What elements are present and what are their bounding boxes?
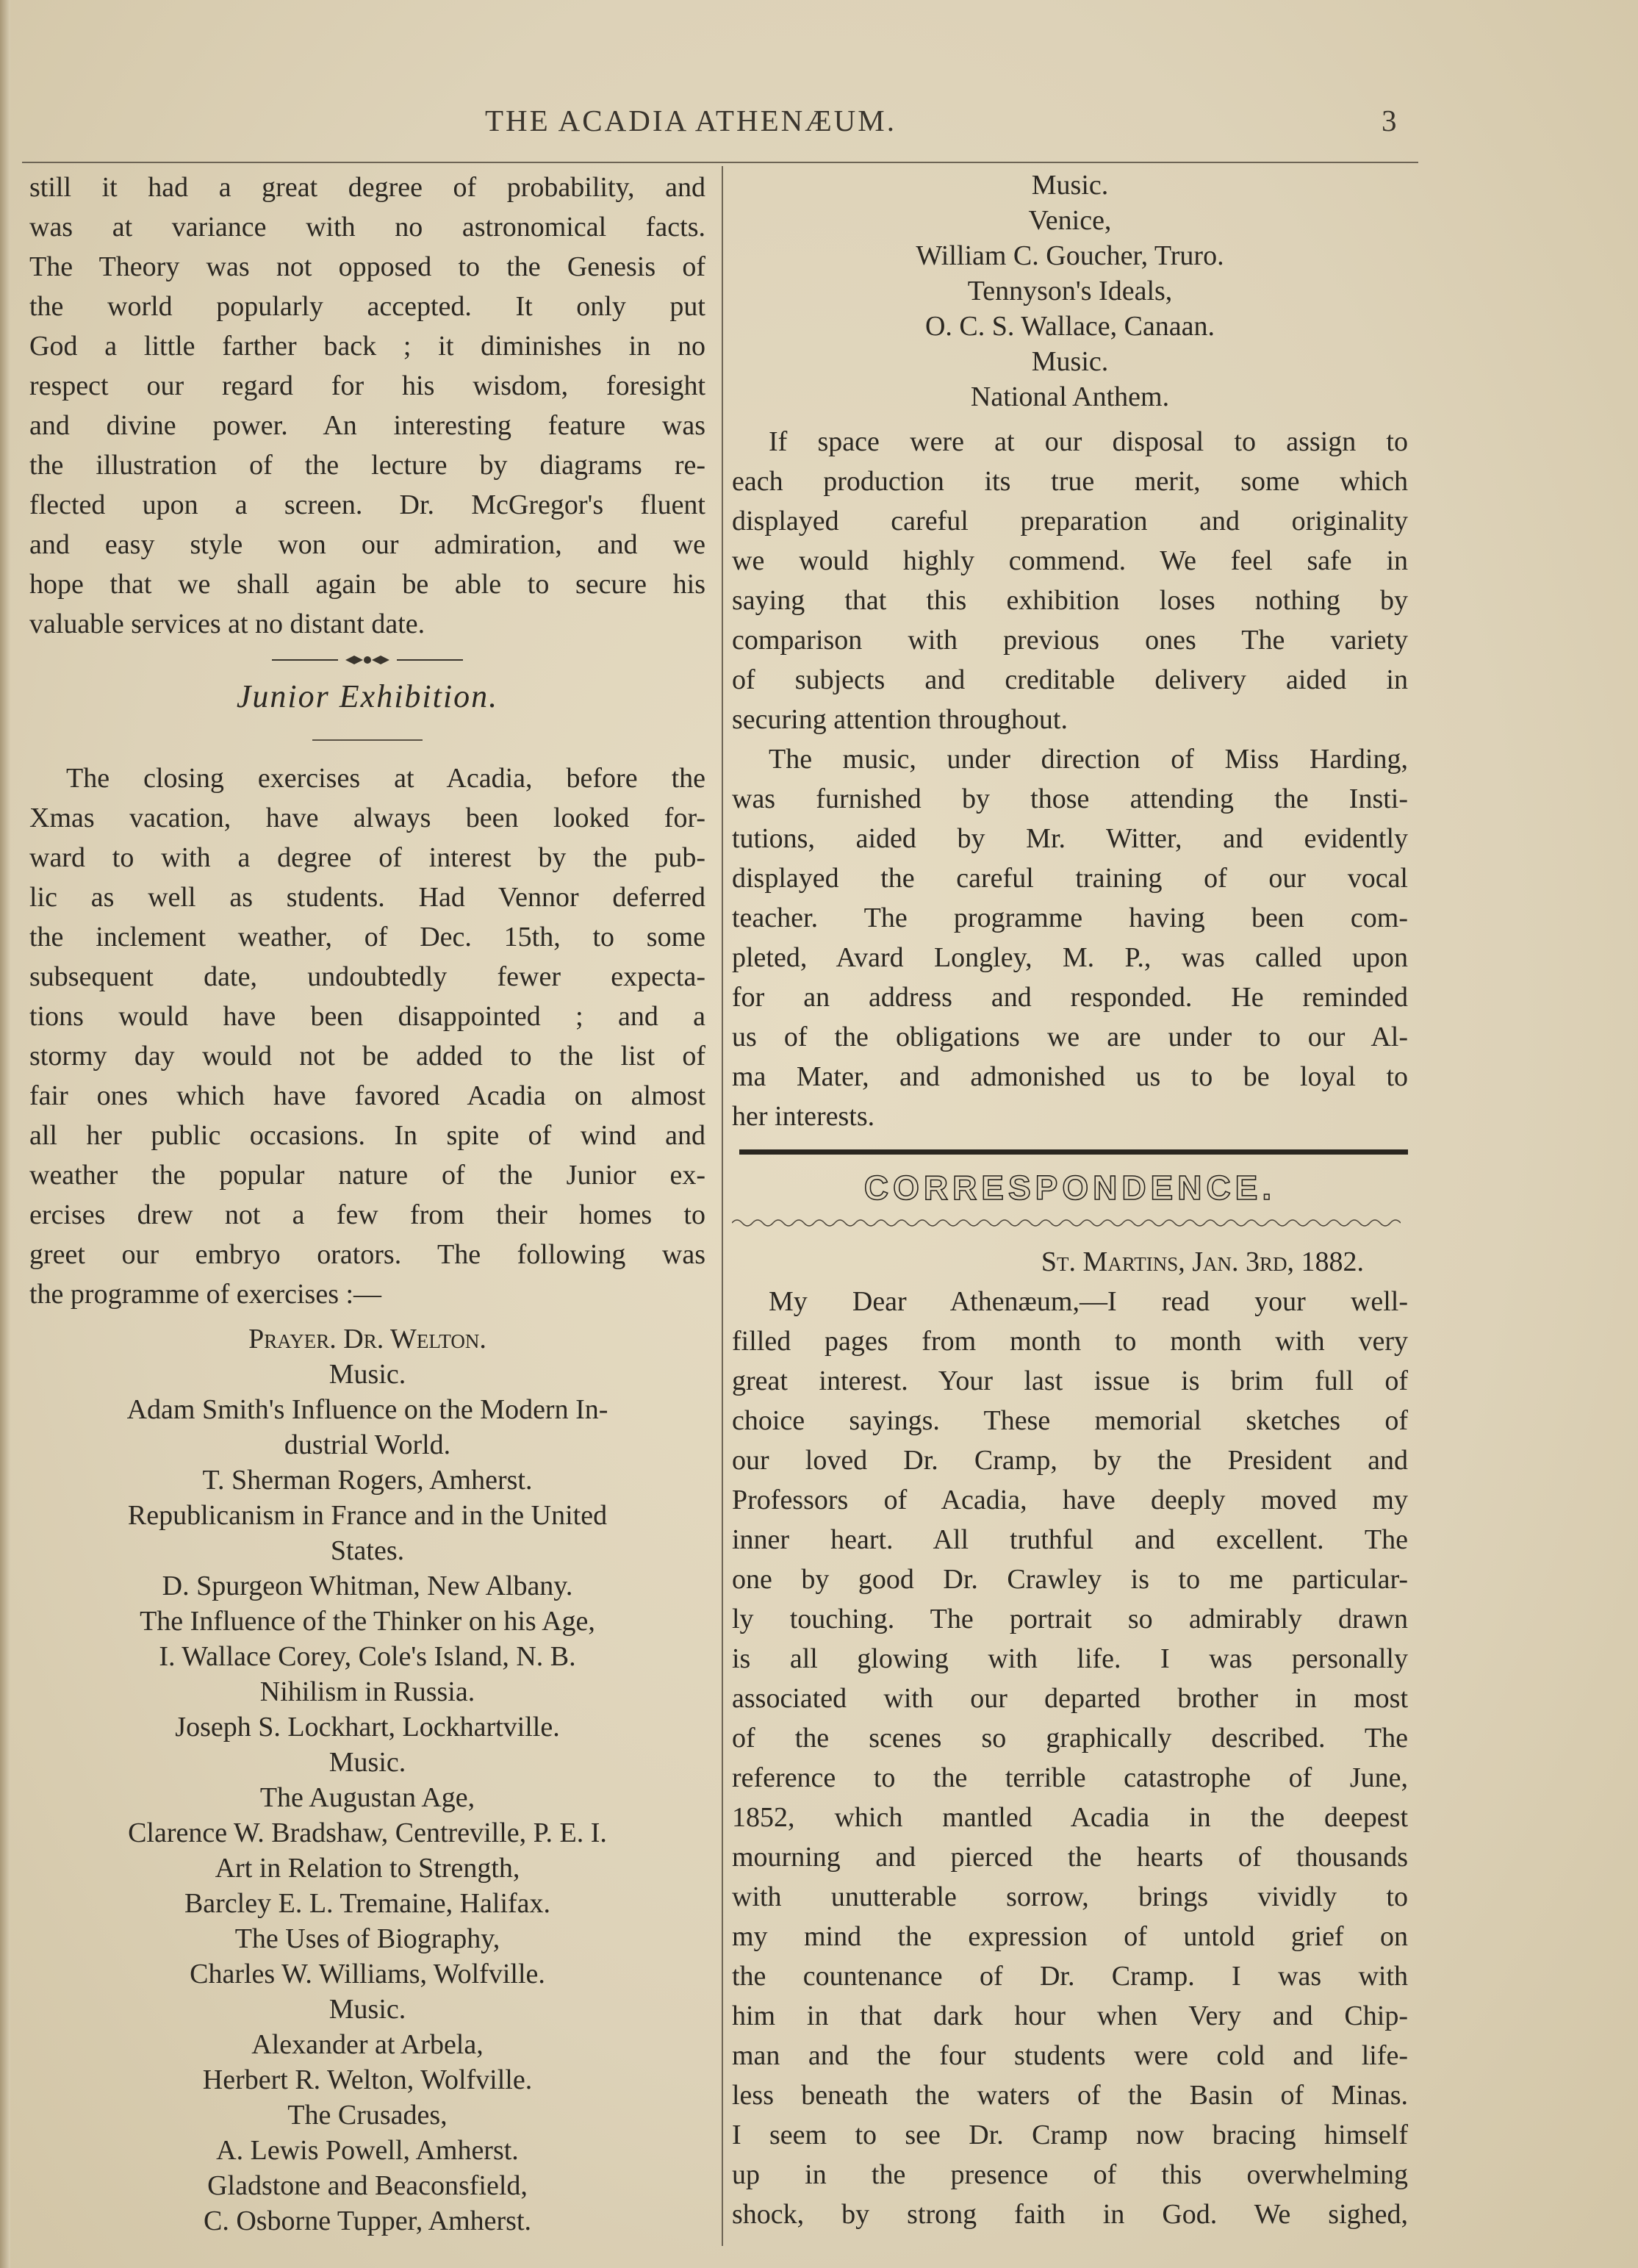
letter-body <box>732 1282 1408 2234</box>
binding-edge <box>0 0 10 2268</box>
programme-item: The Uses of Biography, <box>234 1923 500 1954</box>
text-line: ly touching. The portrait so admirably drawn <box>732 1604 1408 1634</box>
programme-item: Barcley E. L. Tremaine, Halifax. <box>184 1888 551 1919</box>
salutation-line: My Dear Athenæum,—I read your well- <box>769 1286 1408 1317</box>
programme-item: Gladstone and Beaconsfield, <box>207 2170 528 2201</box>
text-line: flected upon a screen. Dr. McGregor's fluent <box>29 489 705 520</box>
programme-item: D. Spurgeon Whitman, New Albany. <box>162 1571 573 1601</box>
text-line: I seem to see Dr. Cramp now bracing himself <box>732 2120 1408 2150</box>
programme-item: Clarence W. Bradshaw, Centreville, P. E. I. <box>128 1817 607 1848</box>
text-line: each production its true merit, some which <box>732 466 1408 497</box>
programme-item: Alexander at Arbela, <box>251 2029 484 2060</box>
correspondence-heading: CORRESPONDENCE. <box>863 1169 1276 1207</box>
text-line: God a little farther back ; it diminishes in no <box>29 331 705 362</box>
text-line: my mind the expression of untold grief on <box>732 1921 1408 1952</box>
text-line: reference to the terrible catastrophe of June, <box>732 1762 1408 1793</box>
text-line: was furnished by those attending the Insti- <box>732 783 1408 814</box>
journal-title: THE ACADIA ATHENÆUM. <box>485 104 897 137</box>
programme-item: O. C. S. Wallace, Canaan. <box>924 311 1215 342</box>
programme-item: Venice, <box>1028 205 1112 236</box>
programme-item: William C. Goucher, Truro. <box>916 240 1224 271</box>
text-line: of subjects and creditable delivery aided in <box>732 664 1408 695</box>
programme-item: Music. <box>328 1747 406 1778</box>
text-line: with unutterable sorrow, brings vividly to <box>732 1881 1408 1912</box>
programme-item: Herbert R. Welton, Wolfville. <box>202 2064 533 2095</box>
music-paragraph <box>732 739 1408 1136</box>
text-line: of the scenes so graphically described. The <box>732 1723 1408 1754</box>
running-head <box>0 103 1638 147</box>
text-line: 1852, which mantled Acadia in the deepest <box>732 1802 1408 1833</box>
text-line: greet our embryo orators. The following was <box>29 1239 705 1270</box>
text-line: subsequent date, undoubtedly fewer expecta- <box>29 961 705 992</box>
programme-item: The Crusades, <box>287 2100 448 2131</box>
programme-item: Charles W. Williams, Wolfville. <box>190 1959 545 1989</box>
programme-continued <box>732 168 1408 415</box>
text-line: the countenance of Dr. Cramp. I was with <box>732 1961 1408 1992</box>
text-line: her interests. <box>732 1101 875 1132</box>
text-line: inner heart. All truthful and excellent. The <box>732 1524 1408 1555</box>
text-line: lic as well as students. Had Vennor deferred <box>29 882 705 913</box>
text-line: ma Mater, and admonished us to be loyal to <box>732 1061 1408 1092</box>
junior-exhibition-intro <box>29 758 705 1314</box>
text-line: tions would have been disappointed ; and a <box>29 1001 705 1032</box>
page-number: 3 <box>1382 104 1397 137</box>
text-line: ercises drew not a few from their homes to <box>29 1199 705 1230</box>
left-column <box>29 168 705 2239</box>
programme-item: Music. <box>328 1994 406 2025</box>
header-rule <box>22 162 1418 163</box>
programme-item: The Influence of the Thinker on his Age, <box>140 1606 595 1637</box>
text-line: our loved Dr. Cramp, by the President and <box>732 1445 1408 1476</box>
programme-item: The Augustan Age, <box>259 1782 475 1813</box>
programme-item: Prayer. Dr. Welton. <box>248 1324 486 1354</box>
programme-item: Joseph S. Lockhart, Lockhartville. <box>175 1712 560 1743</box>
letter-dateline: St. Martins, Jan. 3rd, 1882. <box>1041 1246 1364 1277</box>
text-line: If space were at our disposal to assign to <box>769 426 1408 457</box>
text-line: weather the popular nature of the Junior ex- <box>29 1160 705 1191</box>
programme-item: Music. <box>328 1359 406 1390</box>
text-line: choice sayings. These memorial sketches of <box>732 1405 1408 1436</box>
text-line: Professors of Acadia, have deeply moved my <box>732 1485 1408 1515</box>
programme-item: National Anthem. <box>970 381 1170 412</box>
text-line: us of the obligations we are under to our Al- <box>732 1022 1408 1052</box>
right-column <box>732 168 1408 2234</box>
programme-item: I. Wallace Corey, Cole's Island, N. B. <box>159 1641 576 1672</box>
text-line: comparison with previous ones The variety <box>732 625 1408 656</box>
text-line: man and the four students were cold and life- <box>732 2040 1408 2071</box>
text-line: securing attention throughout. <box>732 704 1068 735</box>
text-line: one by good Dr. Crawley is to me particular- <box>732 1564 1408 1595</box>
text-line: saying that this exhibition loses nothing by <box>732 585 1408 616</box>
text-line: Xmas vacation, have always been looked for- <box>29 803 705 833</box>
text-line: mourning and pierced the hearts of thousands <box>732 1842 1408 1873</box>
text-line: up in the presence of this overwhelming <box>732 2159 1408 2190</box>
programme-list <box>29 1321 705 2239</box>
text-line: hope that we shall again be able to secure his <box>29 569 705 600</box>
text-line: was at variance with no astronomical facts. <box>29 212 705 243</box>
text-line: all her public occasions. In spite of wind and <box>29 1120 705 1151</box>
text-line: for an address and responded. He reminded <box>732 982 1408 1013</box>
text-line: teacher. The programme having been com- <box>732 902 1408 933</box>
text-line: and easy style won our admiration, and we <box>29 529 705 560</box>
programme-item: Art in Relation to Strength, <box>215 1853 520 1884</box>
programme-item: C. Osborne Tupper, Amherst. <box>203 2206 532 2236</box>
text-line: displayed the careful training of our vocal <box>732 863 1408 894</box>
column-divider <box>722 166 723 2246</box>
text-line: The music, under direction of Miss Harding, <box>769 744 1408 775</box>
text-line: displayed careful preparation and originality <box>732 506 1408 537</box>
programme-item: T. Sherman Rogers, Amherst. <box>202 1465 533 1496</box>
programme-item: Tennyson's Ideals, <box>967 276 1173 306</box>
programme-item: Republicanism in France and in the United <box>127 1500 608 1531</box>
lecture-continuation <box>29 168 705 644</box>
section-title: Junior Exhibition. <box>236 678 499 714</box>
text-line: the programme of exercises :— <box>29 1279 382 1310</box>
section-ornament <box>29 644 705 676</box>
text-line: we would highly commend. We feel safe in <box>732 545 1408 576</box>
programme-item: A. Lewis Powell, Amherst. <box>216 2135 519 2166</box>
text-line: is all glowing with life. I was personally <box>732 1643 1408 1674</box>
text-line: the world popularly accepted. It only put <box>29 291 705 322</box>
exhibition-review-paragraph <box>732 422 1408 739</box>
section-divider <box>739 1149 1408 1155</box>
programme-item: States. <box>330 1535 405 1566</box>
text-line: filled pages from month to month with very <box>732 1326 1408 1357</box>
wavy-rule-icon <box>732 1215 1401 1231</box>
programme-item: dustrial World. <box>284 1429 451 1460</box>
text-line: valuable services at no distant date. <box>29 609 425 639</box>
text-line: fair ones which have favored Acadia on almost <box>29 1080 705 1111</box>
text-line: the illustration of the lecture by diagrams re- <box>29 450 705 481</box>
text-line: shock, by strong faith in God. We sighed, <box>732 2199 1408 2230</box>
text-line: still it had a great degree of probability, and <box>29 172 705 203</box>
text-line: great interest. Your last issue is brim full of <box>732 1366 1408 1396</box>
programme-item: Adam Smith's Influence on the Modern In- <box>126 1394 608 1425</box>
programme-item: Nihilism in Russia. <box>259 1676 475 1707</box>
text-line: The Theory was not opposed to the Genesis of <box>29 251 705 282</box>
ornament-rule-icon <box>272 653 463 667</box>
text-line: less beneath the waters of the Basin of Minas. <box>732 2080 1408 2111</box>
text-line: respect our regard for his wisdom, foresight <box>29 370 705 401</box>
programme-item: Music. <box>1031 170 1109 201</box>
text-line: pleted, Avard Longley, M. P., was called upon <box>732 942 1408 973</box>
text-line: the inclement weather, of Dec. 15th, to some <box>29 922 705 952</box>
text-line: him in that dark hour when Very and Chip- <box>732 2000 1408 2031</box>
title-underline <box>312 739 423 741</box>
text-line: tutions, aided by Mr. Witter, and evidently <box>732 823 1408 854</box>
text-line: associated with our departed brother in most <box>732 1683 1408 1714</box>
text-line: and divine power. An interesting feature was <box>29 410 705 441</box>
text-line: ward to with a degree of interest by the pub- <box>29 842 705 873</box>
text-line: stormy day would not be added to the list of <box>29 1041 705 1072</box>
text-line: The closing exercises at Acadia, before the <box>66 763 705 794</box>
programme-item: Music. <box>1031 346 1109 377</box>
